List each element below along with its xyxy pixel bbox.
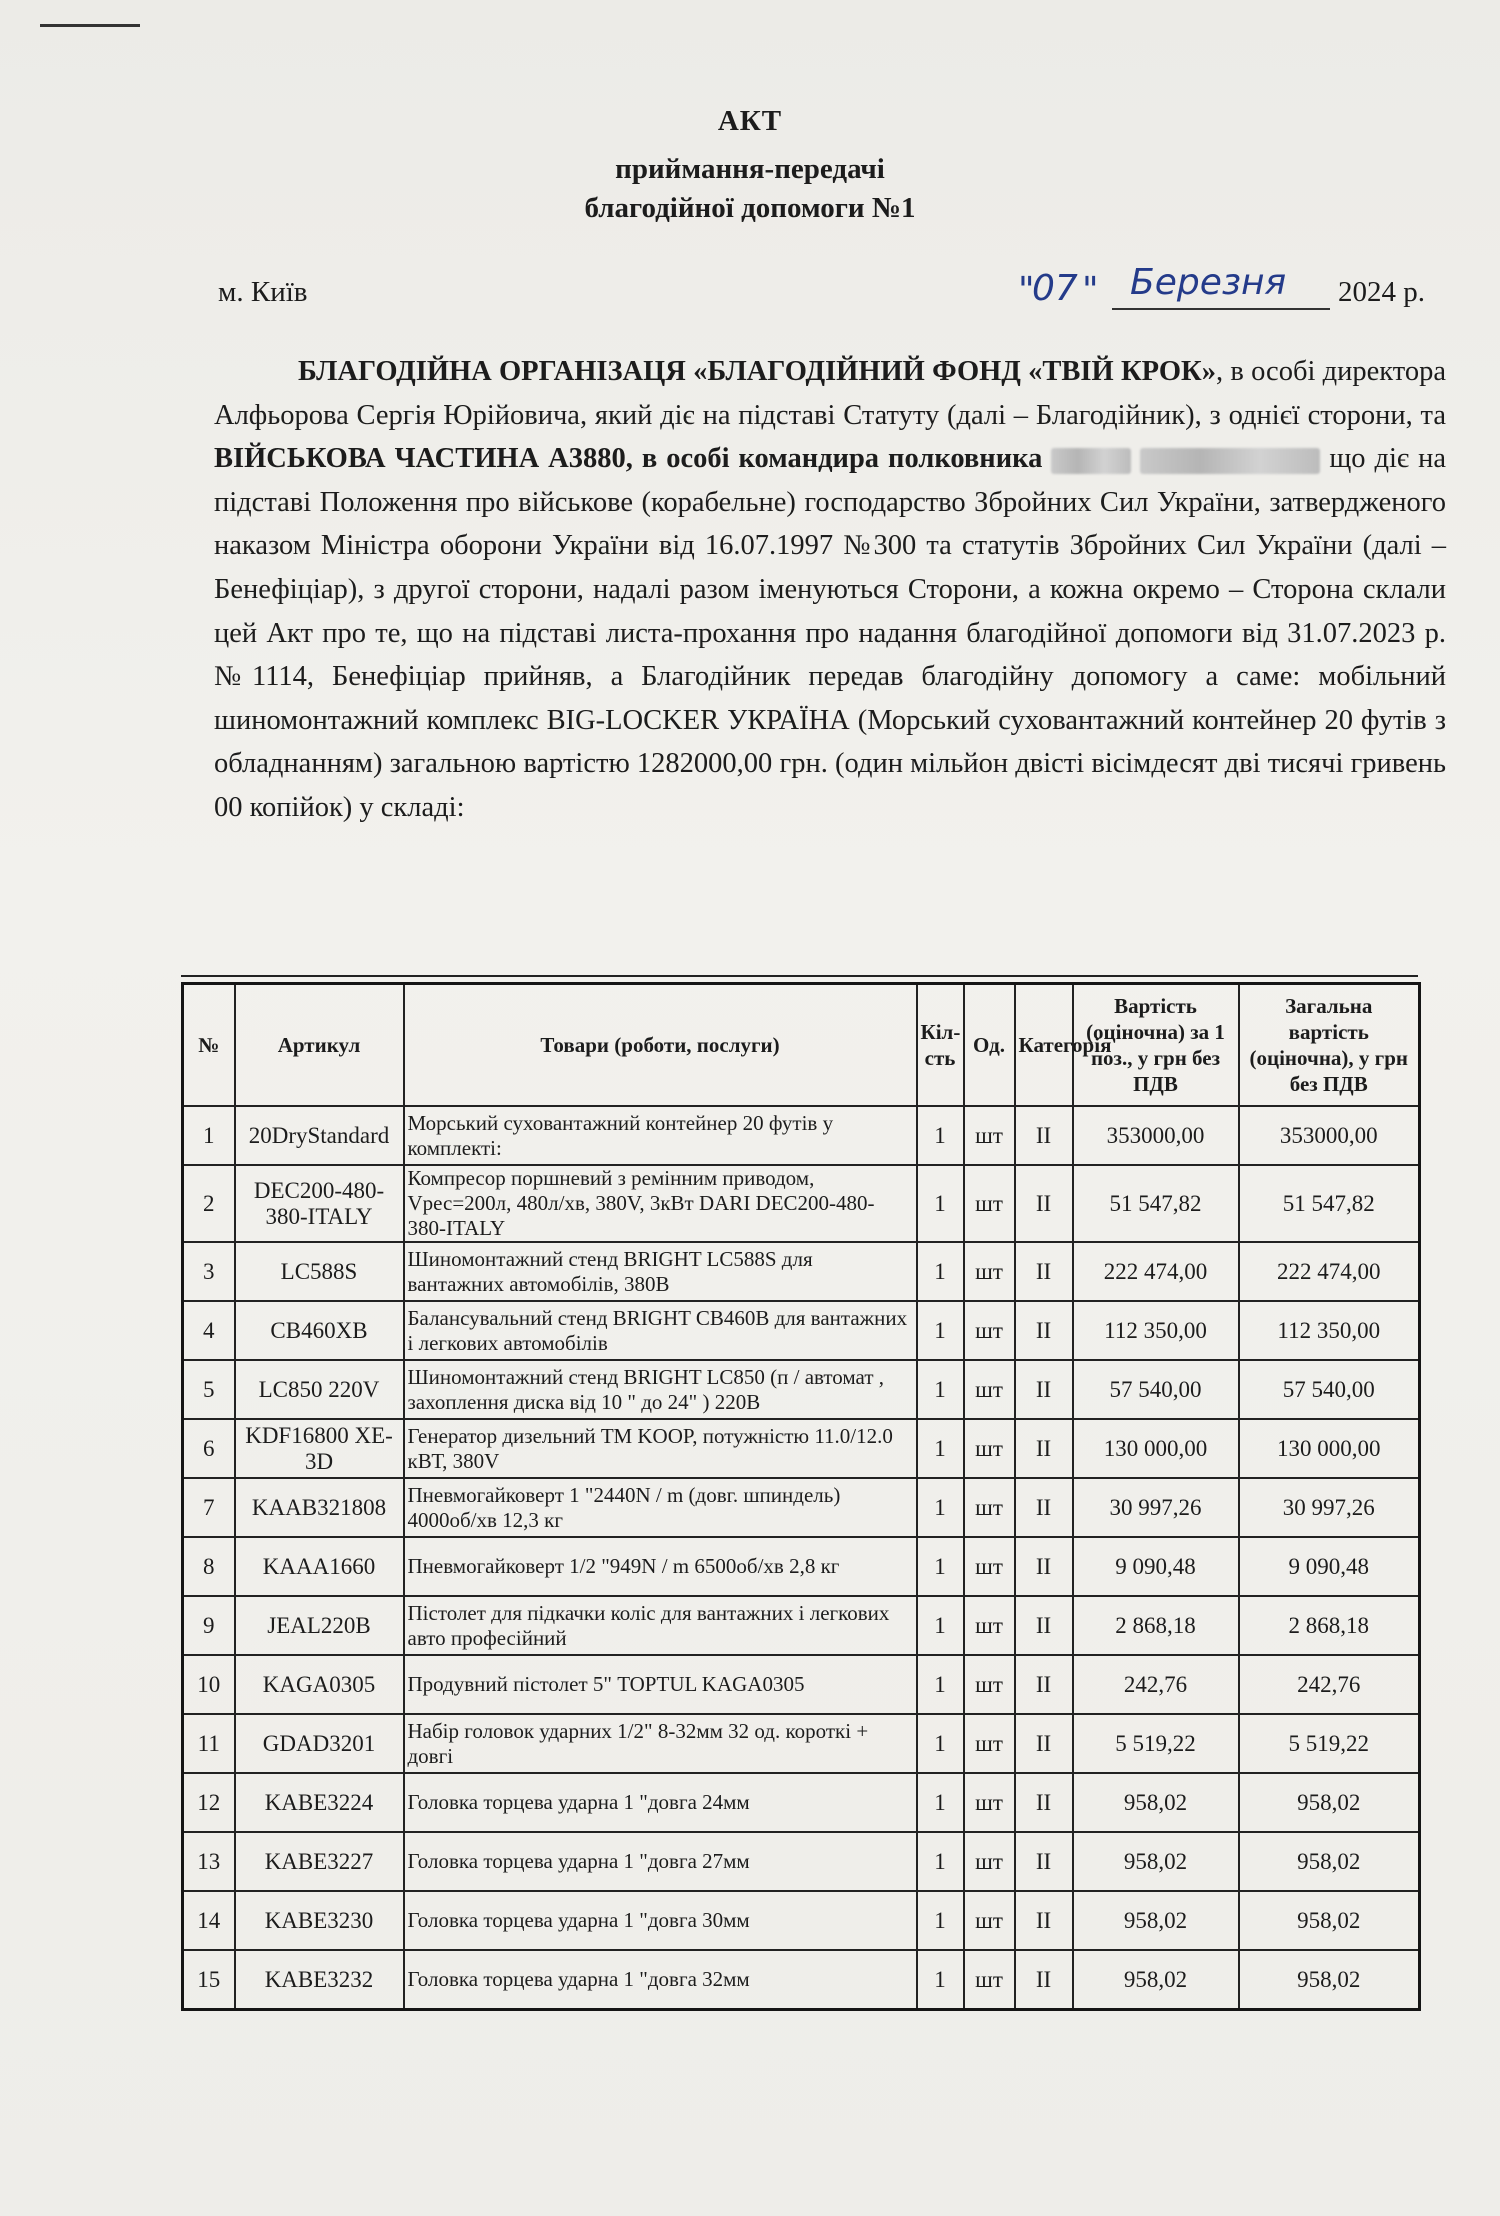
items-table xyxy=(181,982,1421,2011)
row-unit-price: 958,02 xyxy=(1073,1832,1239,1891)
table-row xyxy=(183,1106,1420,1165)
row-qty: 1 xyxy=(917,1478,964,1537)
row-unit-price: 2 868,18 xyxy=(1073,1596,1239,1655)
row-total: 222 474,00 xyxy=(1239,1242,1420,1301)
row-qty: 1 xyxy=(917,1165,964,1242)
row-unit: шт xyxy=(964,1106,1015,1165)
row-unit: шт xyxy=(964,1832,1015,1891)
military-unit: ВІЙСЬКОВА ЧАСТИНА А3880, в особі командира полковника xyxy=(214,443,1043,475)
row-goods: Морський суховантажний контейнер 20 футів у комплекті: xyxy=(404,1106,917,1165)
col-header-number: № xyxy=(183,984,235,1107)
row-number: 10 xyxy=(183,1655,235,1714)
row-unit-price: 958,02 xyxy=(1073,1773,1239,1832)
row-goods: Набір головок ударних 1/2" 8-32мм 32 од. короткі + довгі xyxy=(404,1714,917,1773)
row-goods: Генератор дизельний ТМ KOOP, потужністю 11.0/12.0 кВТ, 380V xyxy=(404,1419,917,1478)
row-sku: KABE3224 xyxy=(235,1773,404,1832)
row-qty: 1 xyxy=(917,1242,964,1301)
table-row xyxy=(183,1655,1420,1714)
row-sku: KAAA1660 xyxy=(235,1537,404,1596)
row-number: 9 xyxy=(183,1596,235,1655)
row-goods: Продувний пістолет 5" TOPTUL KAGA0305 xyxy=(404,1655,917,1714)
body-paragraph xyxy=(214,350,1446,830)
row-unit-price: 30 997,26 xyxy=(1073,1478,1239,1537)
row-qty: 1 xyxy=(917,1950,964,2010)
row-category: II xyxy=(1015,1419,1073,1478)
row-total: 51 547,82 xyxy=(1239,1165,1420,1242)
table-row xyxy=(183,1596,1420,1655)
row-sku: GDAD3201 xyxy=(235,1714,404,1773)
charity-name: БЛАГОДІЙНА ОРГАНІЗАЦЯ «БЛАГОДІЙНИЙ ФОНД «ТВІЙ КРОК» xyxy=(298,356,1216,387)
row-total: 958,02 xyxy=(1239,1832,1420,1891)
row-total: 958,02 xyxy=(1239,1891,1420,1950)
row-number: 13 xyxy=(183,1832,235,1891)
row-unit-price: 958,02 xyxy=(1073,1891,1239,1950)
row-number: 2 xyxy=(183,1165,235,1242)
row-qty: 1 xyxy=(917,1832,964,1891)
agreement-text: що діє на підставі Положення про військове (корабельне) господарство Збройних Сил України, затвердженого наказом Міністра оборони України від 16.07.1997 №300 та статутів Збройних Сил України (далі – Бенефіціар), з другої сторони, надалі разом іменуються Сторони, а кожна окремо – Сторона склали цей Акт про те, що на підставі листа-прохання про надання благодійної допомоги від 31.07.2023 р. №1114, Бенефіціар прийняв, а Благодійник передав благодійну допомогу а саме: мобільний шиномонтажний комплекс BIG-LOCKER УКРАЇНА (Морський суховантажний контейнер 20 футів з обладнанням) загальною вартістю 1282000,00 грн. (один мільйон двісті вісімдесят дві тисячі гривень 00 копійок) у складі: xyxy=(214,443,1447,823)
row-number: 15 xyxy=(183,1950,235,2010)
redacted-name-1 xyxy=(1051,448,1131,474)
row-goods: Головка торцева ударна 1 "довга 27мм xyxy=(404,1832,917,1891)
row-unit-price: 958,02 xyxy=(1073,1950,1239,2010)
row-category: II xyxy=(1015,1832,1073,1891)
row-unit: шт xyxy=(964,1478,1015,1537)
table-row xyxy=(183,1891,1420,1950)
row-unit: шт xyxy=(964,1242,1015,1301)
row-total: 958,02 xyxy=(1239,1950,1420,2010)
table-row xyxy=(183,1165,1420,1242)
row-qty: 1 xyxy=(917,1537,964,1596)
table-row xyxy=(183,1773,1420,1832)
col-header-unit: Од. xyxy=(964,984,1015,1107)
table-row xyxy=(183,1301,1420,1360)
row-sku: JEAL220B xyxy=(235,1596,404,1655)
row-category: II xyxy=(1015,1106,1073,1165)
city: м. Київ xyxy=(218,276,308,308)
date-month: Березня xyxy=(1130,262,1287,303)
row-number: 6 xyxy=(183,1419,235,1478)
row-goods: Компресор поршневий з ремінним приводом, Vрес=200л, 480л/хв, 380V, 3кВт DARI DEC200-480-380-ITALY xyxy=(404,1165,917,1242)
row-sku: LC588S xyxy=(235,1242,404,1301)
row-sku: KABE3227 xyxy=(235,1832,404,1891)
document-subtitle-2: благодійної допомоги №1 xyxy=(584,192,916,224)
row-category: II xyxy=(1015,1655,1073,1714)
row-sku: KAAB321808 xyxy=(235,1478,404,1537)
row-number: 5 xyxy=(183,1360,235,1419)
row-qty: 1 xyxy=(917,1360,964,1419)
table-row xyxy=(183,1537,1420,1596)
row-category: II xyxy=(1015,1165,1073,1242)
row-goods: Балансувальний стенд BRIGHT CB460B для вантажних і легкових автомобілів xyxy=(404,1301,917,1360)
row-sku: KDF16800 XE-3D xyxy=(235,1419,404,1478)
row-sku: KAGA0305 xyxy=(235,1655,404,1714)
col-header-sku: Артикул xyxy=(235,984,404,1107)
row-number: 3 xyxy=(183,1242,235,1301)
row-category: II xyxy=(1015,1596,1073,1655)
redacted-name-2 xyxy=(1140,448,1320,474)
row-qty: 1 xyxy=(917,1596,964,1655)
row-unit: шт xyxy=(964,1301,1015,1360)
row-unit: шт xyxy=(964,1419,1015,1478)
row-total: 2 868,18 xyxy=(1239,1596,1420,1655)
row-goods: Пневмогайковерт 1/2 "949N / m 6500об/хв 2,8 кг xyxy=(404,1537,917,1596)
row-unit: шт xyxy=(964,1891,1015,1950)
table-row xyxy=(183,1714,1420,1773)
row-category: II xyxy=(1015,1773,1073,1832)
row-number: 14 xyxy=(183,1891,235,1950)
row-category: II xyxy=(1015,1950,1073,2010)
row-unit: шт xyxy=(964,1950,1015,2010)
place-date-line xyxy=(0,262,1500,320)
row-number: 7 xyxy=(183,1478,235,1537)
row-total: 242,76 xyxy=(1239,1655,1420,1714)
row-category: II xyxy=(1015,1301,1073,1360)
row-goods: Шиномонтажний стенд BRIGHT LC588S для вантажних автомобілів, 380В xyxy=(404,1242,917,1301)
row-total: 57 540,00 xyxy=(1239,1360,1420,1419)
row-category: II xyxy=(1015,1242,1073,1301)
col-header-qty: Кіл-сть xyxy=(917,984,964,1107)
row-sku: CB460XB xyxy=(235,1301,404,1360)
row-goods: Головка торцева ударна 1 "довга 30мм xyxy=(404,1891,917,1950)
row-sku: DEC200-480-380-ITALY xyxy=(235,1165,404,1242)
row-qty: 1 xyxy=(917,1655,964,1714)
date-year: 2024 р. xyxy=(1338,276,1425,308)
col-header-total: Загальна вартість (оціночна), у грн без ПДВ xyxy=(1239,984,1420,1107)
row-total: 353000,00 xyxy=(1239,1106,1420,1165)
row-unit-price: 353000,00 xyxy=(1073,1106,1239,1165)
table-row xyxy=(183,1360,1420,1419)
charity-details: , в особі директора Алфьорова Сергія Юрійовича, який діє на підставі Статуту (далі – Благодійник), з однієї сторони, та xyxy=(214,356,1447,431)
row-unit: шт xyxy=(964,1537,1015,1596)
row-unit-price: 242,76 xyxy=(1073,1655,1239,1714)
row-goods: Головка торцева ударна 1 "довга 32мм xyxy=(404,1950,917,2010)
row-category: II xyxy=(1015,1360,1073,1419)
table-row xyxy=(183,1419,1420,1478)
row-sku: KABE3230 xyxy=(235,1891,404,1950)
row-qty: 1 xyxy=(917,1773,964,1832)
row-category: II xyxy=(1015,1537,1073,1596)
row-unit-price: 112 350,00 xyxy=(1073,1301,1239,1360)
date-underline xyxy=(1112,308,1330,310)
row-unit: шт xyxy=(964,1714,1015,1773)
document-title: АКТ xyxy=(717,105,783,137)
row-qty: 1 xyxy=(917,1891,964,1950)
row-unit: шт xyxy=(964,1655,1015,1714)
row-goods: Шиномонтажний стенд BRIGHT LC850 (п / автомат , захоплення диска від 10 " до 24" ) 220В xyxy=(404,1360,917,1419)
row-goods: Пневмогайковерт 1 "2440N / m (довг. шпиндель) 4000об/хв 12,3 кг xyxy=(404,1478,917,1537)
row-number: 11 xyxy=(183,1714,235,1773)
row-unit-price: 5 519,22 xyxy=(1073,1714,1239,1773)
date-quote-open: " xyxy=(1018,270,1035,311)
row-total: 130 000,00 xyxy=(1239,1419,1420,1478)
row-qty: 1 xyxy=(917,1106,964,1165)
corner-mark xyxy=(40,24,140,27)
row-number: 4 xyxy=(183,1301,235,1360)
row-category: II xyxy=(1015,1891,1073,1950)
row-goods: Головка торцева ударна 1 "довга 24мм xyxy=(404,1773,917,1832)
row-sku: KABE3232 xyxy=(235,1950,404,2010)
table-row xyxy=(183,1242,1420,1301)
row-unit-price: 130 000,00 xyxy=(1073,1419,1239,1478)
date-quote-close: " xyxy=(1082,270,1099,311)
col-header-unit-price: Вартість (оціночна) за 1 поз., у грн без ПДВ xyxy=(1073,984,1239,1107)
row-goods: Пістолет для підкачки коліс для вантажних і легкових авто професійний xyxy=(404,1596,917,1655)
row-sku: LC850 220V xyxy=(235,1360,404,1419)
row-unit-price: 9 090,48 xyxy=(1073,1537,1239,1596)
row-qty: 1 xyxy=(917,1301,964,1360)
row-total: 112 350,00 xyxy=(1239,1301,1420,1360)
row-qty: 1 xyxy=(917,1419,964,1478)
table-row xyxy=(183,1478,1420,1537)
col-header-category: Категорія xyxy=(1015,984,1073,1107)
row-unit-price: 222 474,00 xyxy=(1073,1242,1239,1301)
row-category: II xyxy=(1015,1714,1073,1773)
row-sku: 20DryStandard xyxy=(235,1106,404,1165)
row-qty: 1 xyxy=(917,1714,964,1773)
table-row xyxy=(183,1950,1420,2010)
row-unit-price: 51 547,82 xyxy=(1073,1165,1239,1242)
row-total: 9 090,48 xyxy=(1239,1537,1420,1596)
row-total: 5 519,22 xyxy=(1239,1714,1420,1773)
table-row xyxy=(183,1832,1420,1891)
table-header-row xyxy=(183,984,1420,1107)
row-number: 12 xyxy=(183,1773,235,1832)
row-total: 30 997,26 xyxy=(1239,1478,1420,1537)
row-number: 8 xyxy=(183,1537,235,1596)
table-top-rule xyxy=(181,975,1418,977)
row-total: 958,02 xyxy=(1239,1773,1420,1832)
row-category: II xyxy=(1015,1478,1073,1537)
row-unit: шт xyxy=(964,1165,1015,1242)
row-unit: шт xyxy=(964,1773,1015,1832)
row-unit: шт xyxy=(964,1596,1015,1655)
row-unit: шт xyxy=(964,1360,1015,1419)
date-day: 07 xyxy=(1032,268,1078,309)
col-header-goods: Товари (роботи, послуги) xyxy=(404,984,917,1107)
row-unit-price: 57 540,00 xyxy=(1073,1360,1239,1419)
row-number: 1 xyxy=(183,1106,235,1165)
document-subtitle: приймання-передачі xyxy=(615,153,885,185)
